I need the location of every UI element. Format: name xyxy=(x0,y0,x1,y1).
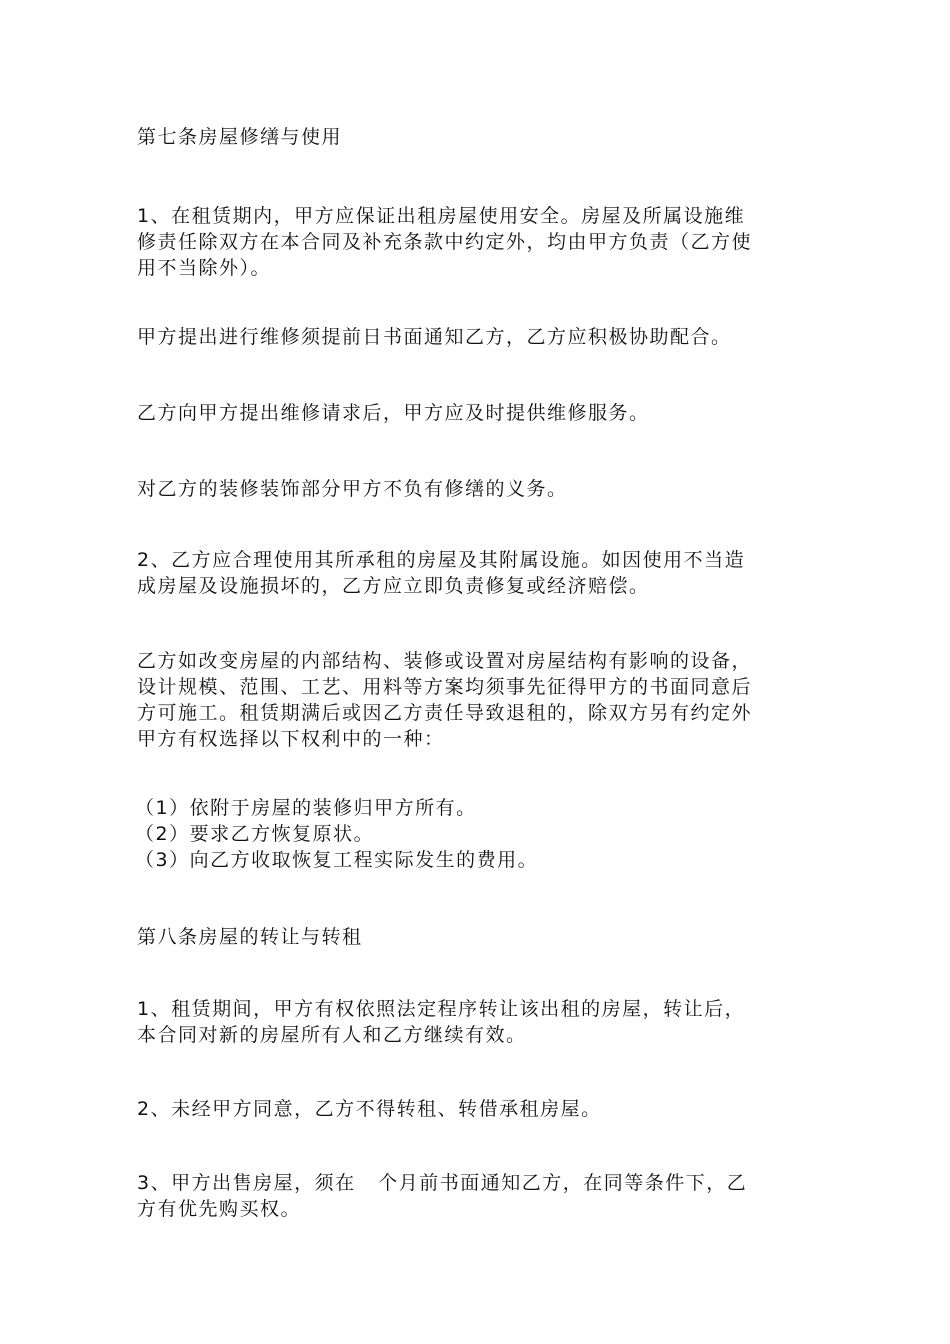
section-7-paragraph-1 xyxy=(137,203,817,281)
text-line: 1、租赁期间，甲方有权依照法定程序转让该出租的房屋，转让后， xyxy=(137,998,746,1020)
text-line: 成房屋及设施损坏的，乙方应立即负责修复或经济赔偿。 xyxy=(137,575,650,597)
list-item: （1）依附于房屋的装修归甲方所有。 xyxy=(135,797,477,819)
text-line: 3、甲方出售房屋，须在 个月前书面通知乙方，在同等条件下，乙 xyxy=(137,1172,748,1194)
section-7-paragraph-2: 甲方提出进行维修须提前日书面通知乙方，乙方应积极协助配合。 xyxy=(137,326,732,348)
text-line: 2、乙方应合理使用其所承租的房屋及其附属设施。如因使用不当造 xyxy=(137,549,746,571)
section-8-paragraph-3 xyxy=(137,1170,817,1222)
section-7-paragraph-6 xyxy=(137,648,817,752)
section-7-paragraph-3: 乙方向甲方提出维修请求后，甲方应及时提供维修服务。 xyxy=(137,402,650,424)
section-8-paragraph-2: 2、未经甲方同意，乙方不得转租、转借承租房屋。 xyxy=(137,1098,602,1120)
section-7-heading: 第七条房屋修缮与使用 xyxy=(137,126,343,148)
text-line: 用不当除外）。 xyxy=(137,257,272,279)
text-line: 甲方有权选择以下权利中的一种： xyxy=(137,728,445,750)
text-line: 修责任除双方在本合同及补充条款中约定外，均由甲方负责（乙方使 xyxy=(137,231,753,253)
text-line: 1、在租赁期内，甲方应保证出租房屋使用安全。房屋及所属设施维 xyxy=(137,205,746,227)
section-7-paragraph-5 xyxy=(137,547,817,599)
text-line: 方有优先购买权。 xyxy=(137,1198,302,1220)
section-8-heading: 第八条房屋的转让与转租 xyxy=(137,926,363,948)
section-7-paragraph-4: 对乙方的装修装饰部分甲方不负有修缮的义务。 xyxy=(137,478,568,500)
text-line: 方可施工。租赁期满后或因乙方责任导致退租的，除双方另有约定外 xyxy=(137,702,753,724)
text-line: 设计规模、范围、工艺、用料等方案均须事先征得甲方的书面同意后 xyxy=(137,676,753,698)
section-8-paragraph-1 xyxy=(137,996,817,1048)
text-line: 乙方如改变房屋的内部结构、装修或设置对房屋结构有影响的设备， xyxy=(137,650,753,672)
text-line: 本合同对新的房屋所有人和乙方继续有效。 xyxy=(137,1024,527,1046)
list-item: （3）向乙方收取恢复工程实际发生的费用。 xyxy=(135,849,539,871)
section-7-options-list xyxy=(135,795,815,873)
list-item: （2）要求乙方恢复原状。 xyxy=(135,823,375,845)
